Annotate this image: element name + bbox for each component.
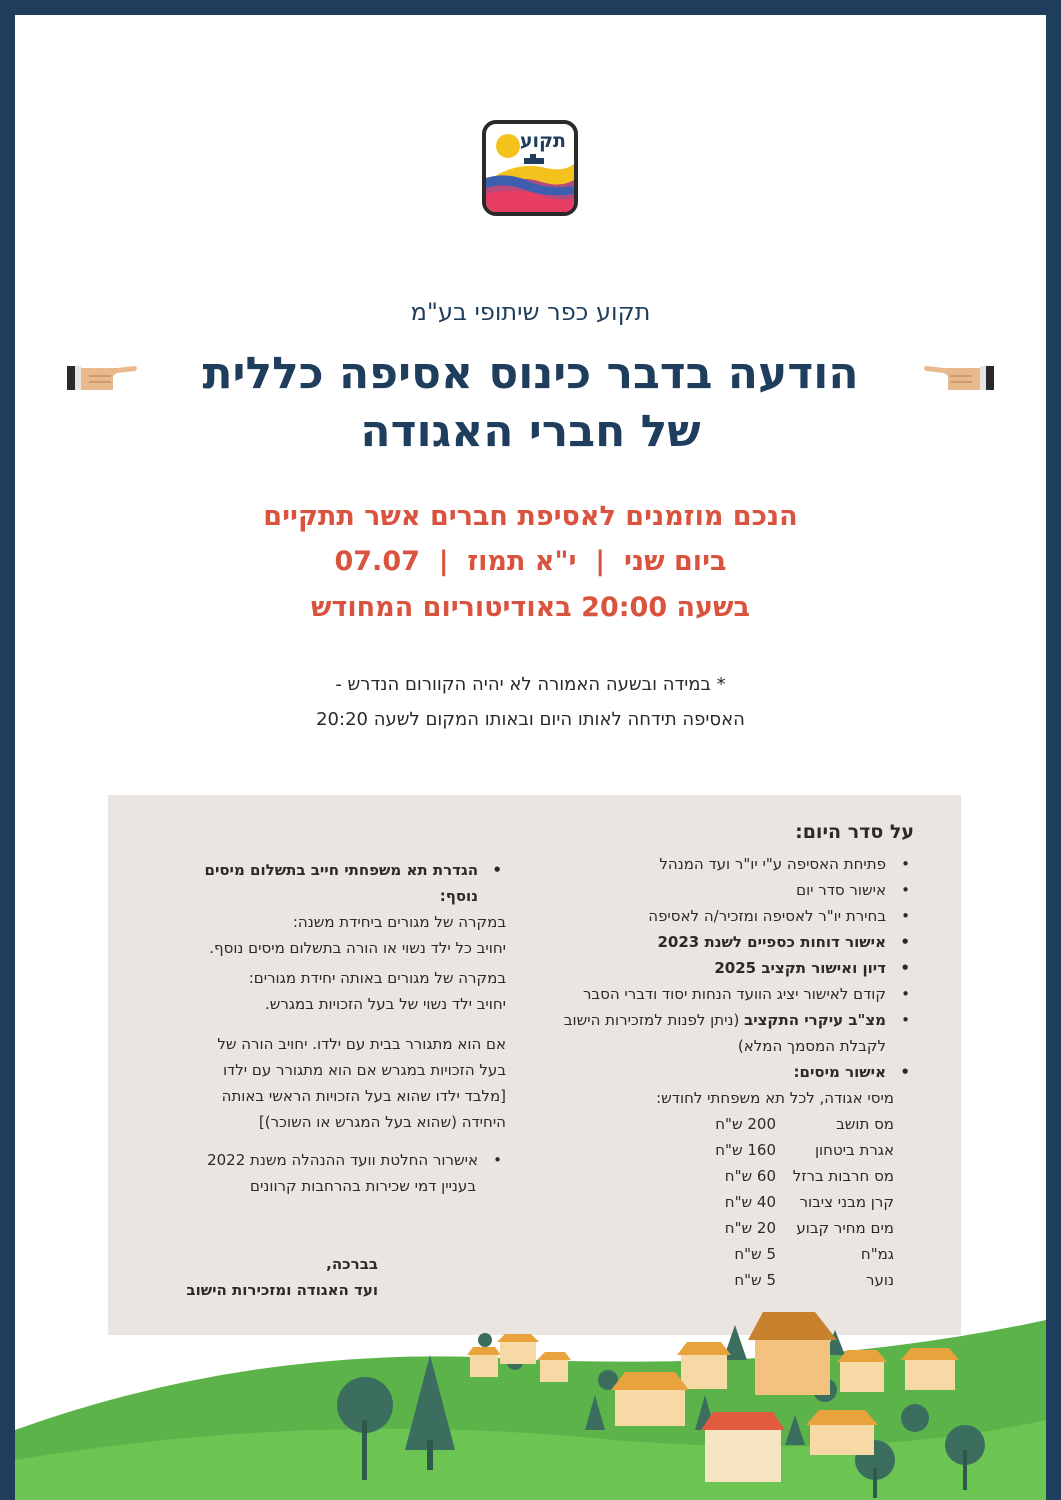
fee-row: [554, 1137, 894, 1163]
fee-row: [554, 1267, 894, 1293]
fee-name: נוער: [866, 1271, 894, 1289]
tekoa-logo: [482, 120, 578, 216]
agenda-item: • פתיחת האסיפה ע"י יו"ר ועד המנהל: [554, 851, 914, 877]
text-line: [מלבד ילדו שהוא בעל הזכויות הראשי באותה: [221, 1087, 506, 1105]
agenda-item-budget: [554, 1007, 914, 1059]
village-illustration: [15, 1300, 1046, 1500]
fee-name: גמ"ח: [860, 1245, 894, 1263]
agenda-secondary-column: [166, 857, 506, 1199]
fee-row: [554, 1215, 894, 1241]
agenda-item: • אישור דוחות כספיים לשנת 2023: [554, 929, 914, 955]
pointing-hand-right-icon: [67, 358, 139, 398]
fee-amount: 5 ש"ח: [734, 1245, 776, 1263]
text-line: במקרה של מגורים באותה יחידת מגורים:: [248, 969, 506, 987]
text-line: יחויב כל ילד נשוי או הורה בתשלום מיסים נוסף.: [209, 939, 506, 957]
text-line: יחויב ילד נשוי של בעל הזכויות במגרש.: [265, 995, 506, 1013]
fee-row: [554, 1241, 894, 1267]
fee-amount: 160 ש"ח: [715, 1141, 776, 1159]
fee-row: [554, 1163, 894, 1189]
fees-list: [554, 1085, 914, 1293]
household-definition-title: • הגדרת תא משפחתי חייב בתשלום מיסים נוסף:: [166, 857, 506, 909]
quorum-note-line-1: * במידה ובשעה האמורה לא יהיה הקוורום הנדרש -: [335, 674, 726, 695]
agenda-item: • קודם לאישור יציג הוועד הנחות יסוד ודברי הסבר: [554, 981, 914, 1007]
quorum-note-line-2: האסיפה תידחה לאותו היום ובאותו המקום לשעה 20:20: [316, 709, 745, 730]
fee-amount: 20 ש"ח: [724, 1219, 776, 1237]
agenda-item: • אישור מיסים:: [554, 1059, 914, 1085]
logo-text: תקוע: [519, 130, 566, 152]
agenda-box: [108, 795, 961, 1335]
text-line: בעניין דמי שכירות בהרחבות קרוונים: [250, 1177, 476, 1195]
pointing-hand-left-icon: [922, 358, 994, 398]
ratification-item: • אישרור החלטת וועד ההנהלה משנת 2022: [166, 1147, 506, 1173]
text-line: אם הוא מתגורר בבית עם ילדו. יחויב הורה של: [217, 1035, 506, 1053]
invitation-date: ביום שני | י"א תמוז | 07.07: [334, 546, 727, 577]
fee-name: קרן מבני ציבור: [799, 1193, 894, 1211]
fee-name: אגרת ביטחון: [814, 1141, 894, 1159]
fee-row: [554, 1189, 894, 1215]
agenda-main-column: [554, 821, 914, 1293]
fee-name: מס תושב: [836, 1115, 894, 1133]
fee-amount: 200 ש"ח: [715, 1115, 776, 1133]
agenda-title: על סדר היום:: [795, 821, 914, 843]
invitation-line-1: הנכם מוזמנים לאסיפת חברים אשר תתקיים: [263, 501, 798, 532]
fee-amount: 5 ש"ח: [734, 1271, 776, 1289]
text-line: היחידה (שהוא בעל המגרש או השוכר)]: [258, 1113, 506, 1131]
signature-greeting: בברכה,: [326, 1255, 378, 1273]
agenda-item: • דיון ואישור תקציב 2025: [554, 955, 914, 981]
budget-highlight: מצ"ב עיקרי התקציב: [744, 1011, 886, 1029]
fee-row: [554, 1111, 894, 1137]
cooperative-name: תקוע כפר שיתופי בע"מ: [410, 298, 651, 326]
text-line: בעל הזכויות במגרש אם הוא מתגורר עם ילדו: [222, 1061, 506, 1079]
headline-line-2: של חברי האגודה: [360, 406, 701, 457]
fee-amount: 40 ש"ח: [724, 1193, 776, 1211]
agenda-item: • בחירת יו"ר לאסיפה ומזכיר/ה לאסיפה: [554, 903, 914, 929]
signature: [178, 1251, 378, 1303]
fee-name: מים מחיר קבוע: [796, 1219, 894, 1237]
headline: [145, 345, 916, 461]
headline-line-1: הודעה בדבר כינוס אסיפה כללית: [202, 348, 859, 399]
fees-intro: מיסי אגודה, לכל תא משפחתי לחודש:: [656, 1089, 894, 1107]
budget-note: (ניתן לפנות למזכירות הישוב לקבלת המסמך המלא): [563, 1011, 886, 1055]
agenda-item: • אישור סדר יום: [554, 877, 914, 903]
invitation-time-place: בשעה 20:00 באודיטוריום המחודש: [311, 592, 750, 623]
signature-signer: ועד האגודה ומזכירות הישוב: [186, 1281, 378, 1299]
notice-page: [15, 15, 1046, 1500]
text-line: במקרה של מגורים ביחידת משנה:: [292, 913, 506, 931]
fee-amount: 60 ש"ח: [724, 1167, 776, 1185]
fee-name: מס חרבות ברזל: [792, 1167, 894, 1185]
